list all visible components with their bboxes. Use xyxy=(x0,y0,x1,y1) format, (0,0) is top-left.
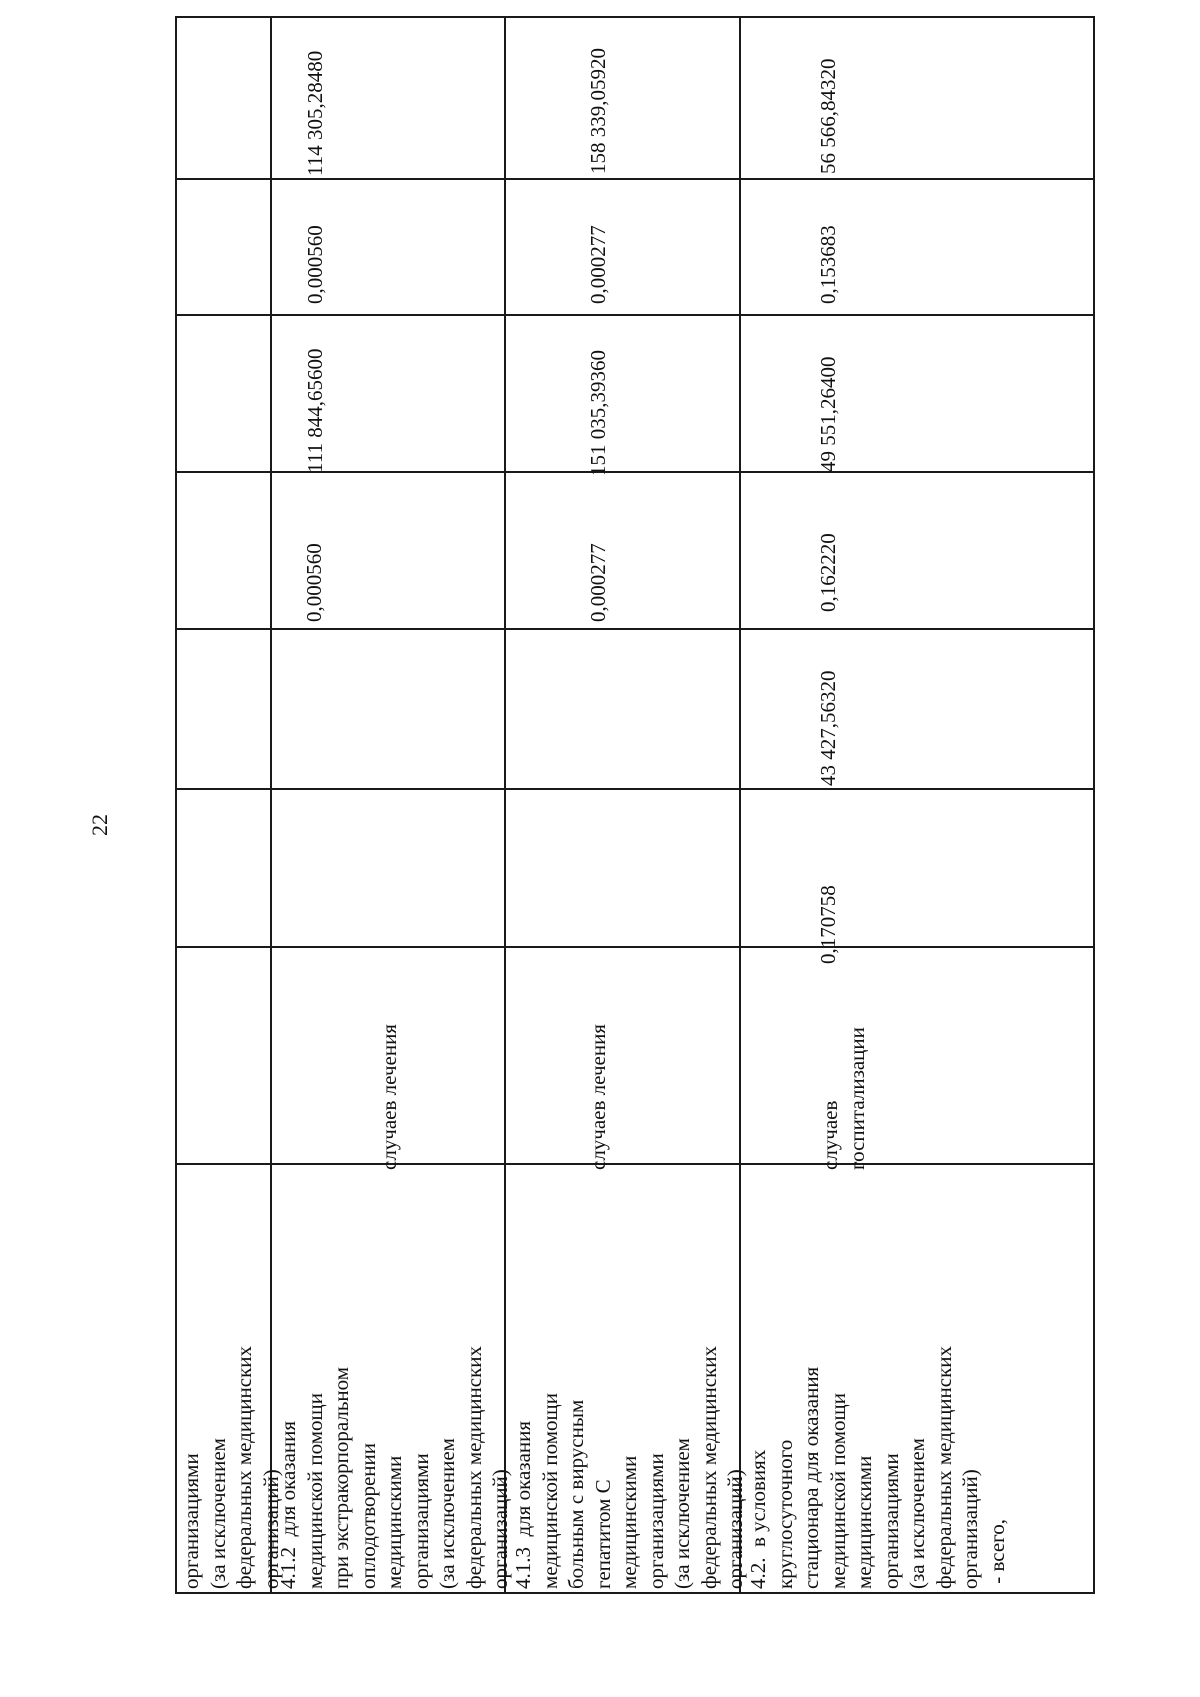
row-1-description: организациями (за исключением федеральных медицинских организаций) xyxy=(179,1345,283,1589)
page-number: 22 xyxy=(87,814,112,836)
row-3-col8: 158 339,05920 xyxy=(586,48,610,174)
grid-line-vertical xyxy=(1093,16,1095,1594)
row-2-col6: 111 844,65600 xyxy=(303,348,327,473)
grid-line-horizontal xyxy=(175,946,1095,948)
row-4-col3: 0,170758 xyxy=(816,885,840,964)
row-2-col7: 0,000560 xyxy=(303,225,327,304)
row-2-unit: случаев лечения xyxy=(377,1024,401,1170)
grid-line-horizontal xyxy=(175,16,1095,18)
row-4-col6: 49 551,26400 xyxy=(816,356,840,472)
grid-line-horizontal xyxy=(175,178,1095,180)
grid-line-horizontal xyxy=(175,788,1095,790)
row-2-col5: 0,000560 xyxy=(302,543,326,622)
row-4-col8: 56 566,84320 xyxy=(816,58,840,174)
row-4-unit: случаев госпитализации xyxy=(818,1027,869,1170)
row-4-col5: 0,162220 xyxy=(816,533,840,612)
grid-line-horizontal xyxy=(175,314,1095,316)
row-2-col8: 114 305,28480 xyxy=(303,50,327,176)
row-2-description: 4.1.2 для оказания медицинской помощи при экстракорпоральном оплодотворении медицинскими организациями (за исключением федеральных медицинских организаций) xyxy=(276,1345,512,1589)
row-4-col7: 0,153683 xyxy=(816,225,840,304)
row-3-unit: случаев лечения xyxy=(586,1024,610,1170)
grid-line-horizontal xyxy=(175,1163,1095,1165)
row-3-description: 4.1.3 для оказания медицинской помощи больным с вирусным гепатитом С медицинскими организациями (за исключением федеральных медицинских организаций) xyxy=(511,1345,747,1589)
grid-line-vertical xyxy=(175,16,177,1594)
row-4-description: 4.2. в условиях круглосуточного стационара для оказания медицинской помощи медицинскими организациями (за исключением федеральных медицинских организаций) - всего, xyxy=(746,1345,1009,1589)
rotated-table xyxy=(175,16,1095,1594)
row-3-col6: 151 035,39360 xyxy=(586,350,610,476)
grid-line-horizontal xyxy=(175,628,1095,630)
grid-line-horizontal xyxy=(175,1592,1095,1594)
row-3-col5: 0,000277 xyxy=(586,543,610,622)
row-3-col7: 0,000277 xyxy=(586,225,610,304)
row-4-col4: 43 427,56320 xyxy=(816,670,840,786)
